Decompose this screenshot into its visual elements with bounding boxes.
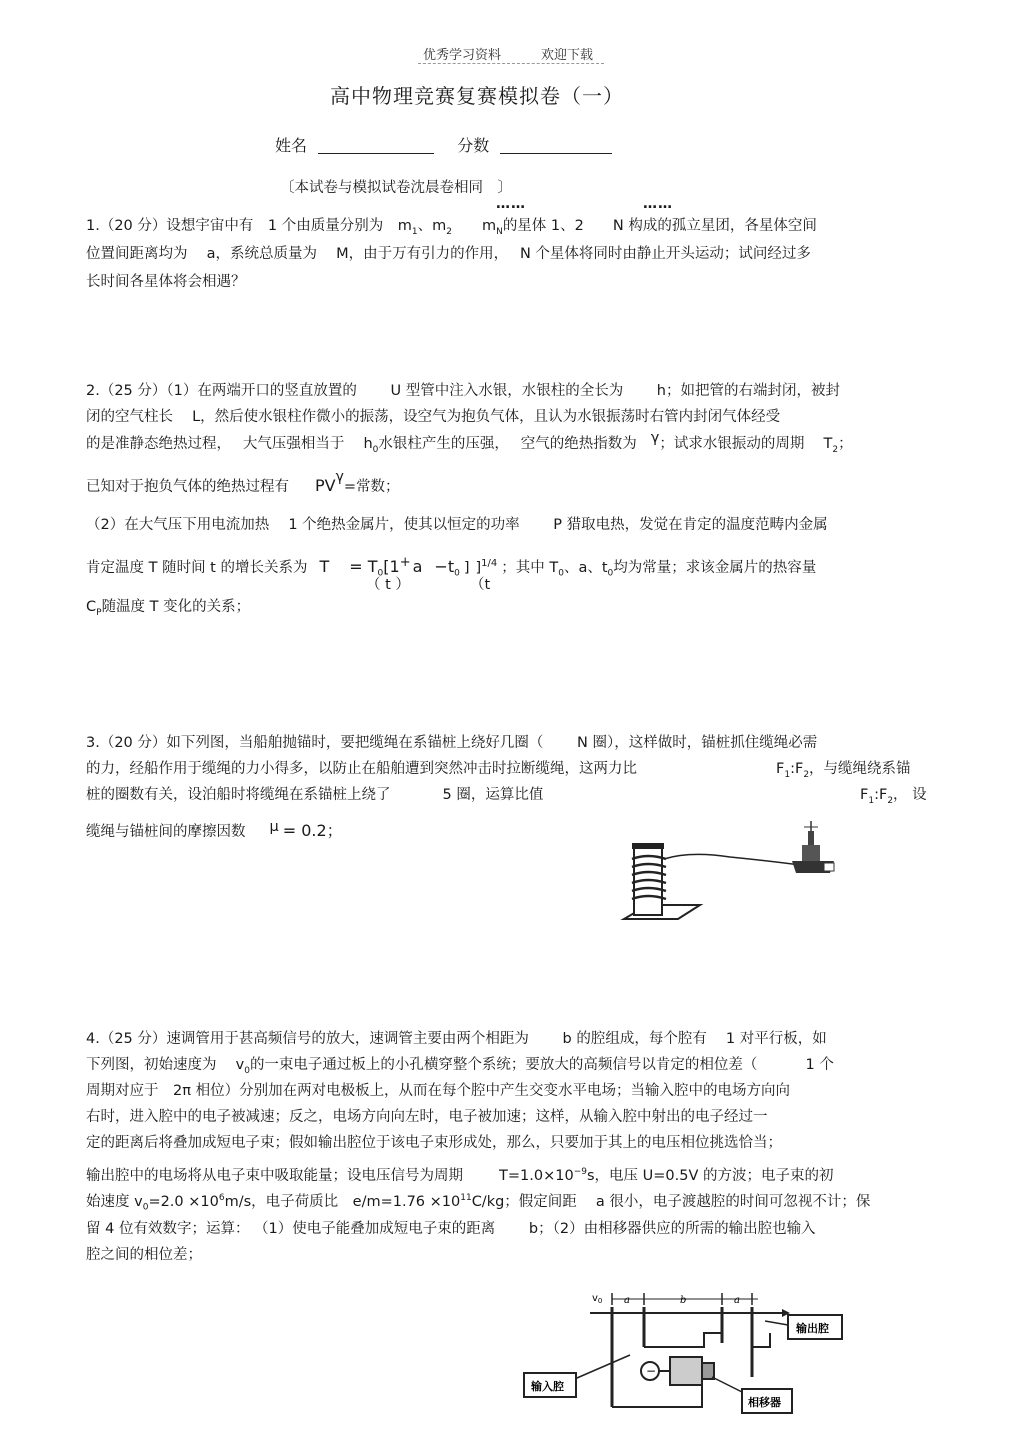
q2-line-7a: （ t ） (366, 577, 410, 593)
q2-line-7b: （t (470, 577, 491, 593)
ellipsis-mark: …… (496, 196, 526, 212)
a-label-1: a (624, 1295, 630, 1306)
input-cavity-label: 输入腔 (531, 1380, 564, 1393)
header-divider (418, 63, 604, 64)
klystron-figure (520, 1285, 880, 1435)
q4-line-8: 留 4 位有效数字；运算： （1）使电子能叠加成短电子束的距离 b；（2）由相移器供应的所需的输出腔也输入 (86, 1221, 816, 1237)
name-blank (318, 137, 434, 154)
q4-line-1: 4.（25 分）速调管用于甚高频信号的放大，速调管主要由两个相距为 b 的腔组成，每个腔有 1 对平行板，如 (86, 1031, 827, 1047)
source-minus: − (646, 1364, 657, 1378)
q3-line-2: 的力，经船作用于缆绳的力小得多，以防止在船舶遭到突然冲击时拉断缆绳，这两力比 (86, 761, 637, 777)
q4-line-6: 输出腔中的电场将从电子束中吸取能量；设电压信号为周期 $T=1.0\times 10^{-9}s$，电压 U=0.5V 的方波；电子束的初 (86, 1167, 834, 1184)
q3-line-4: 缆绳与锚桩间的摩擦因数 μ = 0.2； (86, 819, 343, 840)
q2-line-2: 闭的空气柱长 L，然后使水银柱作微小的振荡，设空气为抱负气体，且认为水银振荡时右管内封闭气体经受 (86, 409, 781, 425)
v0-label: $v_0$ (592, 1293, 603, 1305)
q4-line-5: 定的距离后将叠加成短电子束；假如输出腔位于该电子束形成处，那么，只要加于其上的电压相位挑选恰当； (86, 1135, 782, 1151)
q2-line-5: （2）在大气压下用电流加热 1 个绝热金属片，使其以恒定的功率 P 猎取电热，发觉在肯定的温度范畴内金属 (86, 517, 828, 533)
q2-line-6: 肯定温度 T 随时间 t 的增长关系为 $T = T_0[1^+$ $a -t_0$ ] ]$^{1/4}$ ；其中 $T_0$、a、$t_0$均为常量；求该金属片的热容量 (86, 555, 817, 579)
name-label: 姓名 (275, 136, 308, 155)
q2-line-8: $C_P$随温度 T 变化的关系； (86, 599, 251, 618)
page-title: 高中物理竞赛复赛模拟卷（一） (330, 84, 624, 108)
q3-ratio-2: $F_1:F_2$， 设 (860, 787, 927, 806)
q3-line-1: 3.（20 分）如下列图，当船舶抛锚时，要把缆绳在系锚桩上绕好几圈（ N 圈），这样做时，锚桩抓住缆绳必需 (86, 735, 818, 751)
score-label: 分数 (457, 136, 490, 155)
bollard-ship-figure (620, 815, 850, 925)
mu-symbol: μ (269, 819, 279, 835)
q3-ratio-1: $F_1:F_2$，与缆绳绕系锚 (776, 761, 911, 780)
q4-line-4: 右时，进入腔中的电子被减速；反之，电场方向向左时，电子被加速；这样，从输入腔中射出的电子经过一 (86, 1109, 768, 1125)
b-label: b (680, 1295, 687, 1306)
q4-line-9: 腔之间的相位差； (86, 1247, 202, 1263)
q4-line-2: 下列图，初始速度为 $v_0$的一束电子通过板上的小孔横穿整个系统；要放大的高频信号以肯定的相位差（ 1 个 (86, 1057, 834, 1076)
q2-line-3: 的是准静态绝热过程， 大气压强相当于 $h_0$水银柱产生的压强， 空气的绝热指数为 γ；试求水银振动的周期 $T_2$； (86, 430, 853, 455)
q3-line-3: 桩的圈数有关，设泊船时将缆绳在系锚桩上绕了 5 圈，运算比值 (86, 787, 544, 803)
phase-shifter-label: 相移器 (748, 1396, 781, 1409)
q2-line-4: 已知对于抱负气体的绝热过程有 PVγ=常数； (86, 469, 400, 495)
output-cavity-label: 输出腔 (796, 1322, 829, 1335)
score-blank (500, 137, 612, 154)
q2-line-1: 2.（25 分）（1）在两端开口的竖直放置的 U 型管中注入水银，水银柱的全长为 h；如把管的右端封闭，被封 (86, 383, 840, 399)
q4-line-7: 始速度 $v_0=2.0 \times 10^6m/s$，电子荷质比 $e/m=1.76 \times 10^{11}C/kg$；假定间距 a 很小，电子渡越腔的时间可忽视不计；保 (86, 1193, 871, 1213)
exam-note: 〔本试卷与模拟试卷沈晨卷相同 〕 (280, 180, 512, 196)
a-label-2: a (734, 1295, 740, 1306)
name-field (275, 137, 612, 154)
q4-line-3: 周期对应于 2π 相位）分别加在两对电极板上，从而在每个腔中产生交变水平电场；当输入腔中的电场方向向 (86, 1083, 791, 1099)
gamma-symbol: γ (650, 430, 660, 446)
q1-line-1: 1.（20 分）设想宇宙中有 1 个由质量分别为 $m_1$、$m_2$ $m_N$的星体 1、2 N 构成的孤立星团，各星体空间 (86, 218, 817, 237)
header-right: 欢迎下载 (541, 48, 594, 63)
ellipsis-mark: …… (643, 196, 673, 212)
header-left: 优秀学习资料 (423, 48, 502, 63)
q1-line-2: 位置间距离均为 a，系统总质量为 M，由于万有引力的作用， N 个星体将同时由静止开头运动；试问经过多 (86, 246, 811, 262)
q1-line-3: 长时间各星体将会相遇？ (86, 274, 246, 290)
